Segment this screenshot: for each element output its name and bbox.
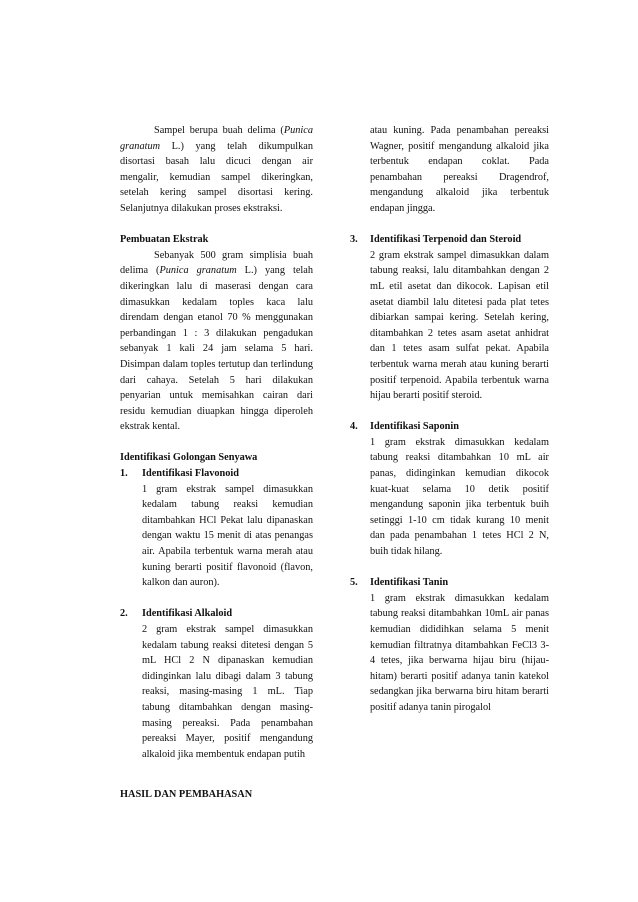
section-heading-extract: Pembuatan Ekstrak [120, 234, 209, 246]
list-number: 2. [120, 608, 128, 620]
section-heading-identification: Identifikasi Golongan Senyawa [120, 452, 258, 464]
list-item-terpenoid [350, 232, 549, 404]
list-number: 1. [120, 468, 128, 480]
intro-paragraph: Sampel berupa buah delima (Punica granatum L.) yang telah dikumpulkan disortasi basah lalu dicuci dengan air mengalir, kemudian sampel dikeringkan, setelah kering sampel disortasi kering. Selanjutnya dilakukan proses ekstraksi. [120, 125, 313, 214]
item-text: 2 gram ekstrak sampel dimasukkan kedalam tabung reaksi ditetesi dengan 5 mL HCl 2 N dipanaskan kemudian didinginkan lalu dibagi dalam 3 tabung reaksi, masing-masing 1 mL. Tiap tabung ditambahkan dengan masing-masing pereaksi. Pada penambahan pereaksi Mayer, positif mengandung alkaloid jika membentuk endapan putih [142, 624, 313, 760]
list-item-alkaloid [120, 606, 313, 762]
right-column [350, 123, 549, 716]
list-number: 5. [350, 577, 358, 589]
left-column [120, 123, 313, 762]
item-text: 1 gram ekstrak dimasukkan kedalam tabung reaksi ditambahkan 10 mL air panas, didinginkan kemudian dikocok kuat-kuat selama 10 detik positif mengandung saponin jika terbentuk buih setinggi 1-10 cm tidak kurang 10 menit dan pada penambahan 1 tetes HCl 2 N, buih tidak hilang. [370, 436, 549, 558]
item-title: Identifikasi Flavonoid [142, 468, 239, 480]
list-item-tanin [350, 575, 549, 715]
item-title: Identifikasi Alkaloid [142, 608, 233, 620]
alkaloid-continuation: atau kuning. Pada penambahan pereaksi Wagner, positif mengandung alkaloid jika terbentuk endapan coklat. Pada penambahan pereaksi Dragendrof, mengandung alkaloid jika terbentuk endapan jingga. [370, 125, 549, 214]
item-title: Identifikasi Terpenoid dan Steroid [370, 234, 522, 246]
item-title: Identifikasi Saponin [370, 421, 459, 433]
list-item-saponin [350, 419, 549, 559]
results-heading: HASIL DAN PEMBAHASAN [120, 789, 253, 800]
item-text: 1 gram ekstrak sampel dimasukkan kedalam tabung reaksi kemudian ditambahkan HCl Pekat lalu dipanaskan dengan waktu 15 menit di atas penangas air. Apabila terbentuk warna merah atau kuning berarti positif flavonoid (flavon, kalkon dan auron). [142, 483, 313, 589]
list-number: 3. [350, 234, 358, 246]
list-item-flavonoid [120, 466, 313, 591]
item-title: Identifikasi Tanin [370, 577, 449, 589]
list-number: 4. [350, 421, 358, 433]
extract-paragraph: Sebanyak 500 gram simplisia buah delima (Punica granatum L.) yang telah dikeringkan lalu di maserasi dengan cara dimasukkan kedalam toples kaca lalu direndam dengan etanol 70 % menggunakan perbandingan 1 : 3 dilakukan pengadukan sebanyak 1 kali 24 jam selama 5 hari. Disimpan dalam toples tertutup dan terlindung dari cahaya. Setelah 5 hari dilakukan penyarian untuk memisahkan cairan dari residu kemudian diuapkan hingga diperoleh ekstrak kental. [120, 249, 313, 433]
item-text: 2 gram ekstrak sampel dimasukkan dalam tabung reaksi, lalu ditambahkan dengan 2 mL etil asetat dan dikocok. Lapisan etil asetat diambil lalu ditetesi pada plat tetes dibiarkan sampai kering. Setelah kering, ditambahkan 2 tetes asam asetat anhidrat dan 1 tetes asam sulfat pekat. Apabila terbentuk warna merah atau kuning berarti positif terpenoid. Apabila terbentuk warna hijau berarti positif steroid. [370, 249, 549, 402]
item-text: 1 gram ekstrak dimasukkan kedalam tabung reaksi ditambahkan 10mL air panas kemudian dididihkan selama 5 menit kemudian filtratnya ditambahkan FeCl3 3-4 tetes, jika berwarna hijau biru (hijau-hitam) berarti positif adanya tanin katekol sedangkan jika berwarna biru hitam berarti positif adanya tanin pirogalol [370, 592, 549, 713]
